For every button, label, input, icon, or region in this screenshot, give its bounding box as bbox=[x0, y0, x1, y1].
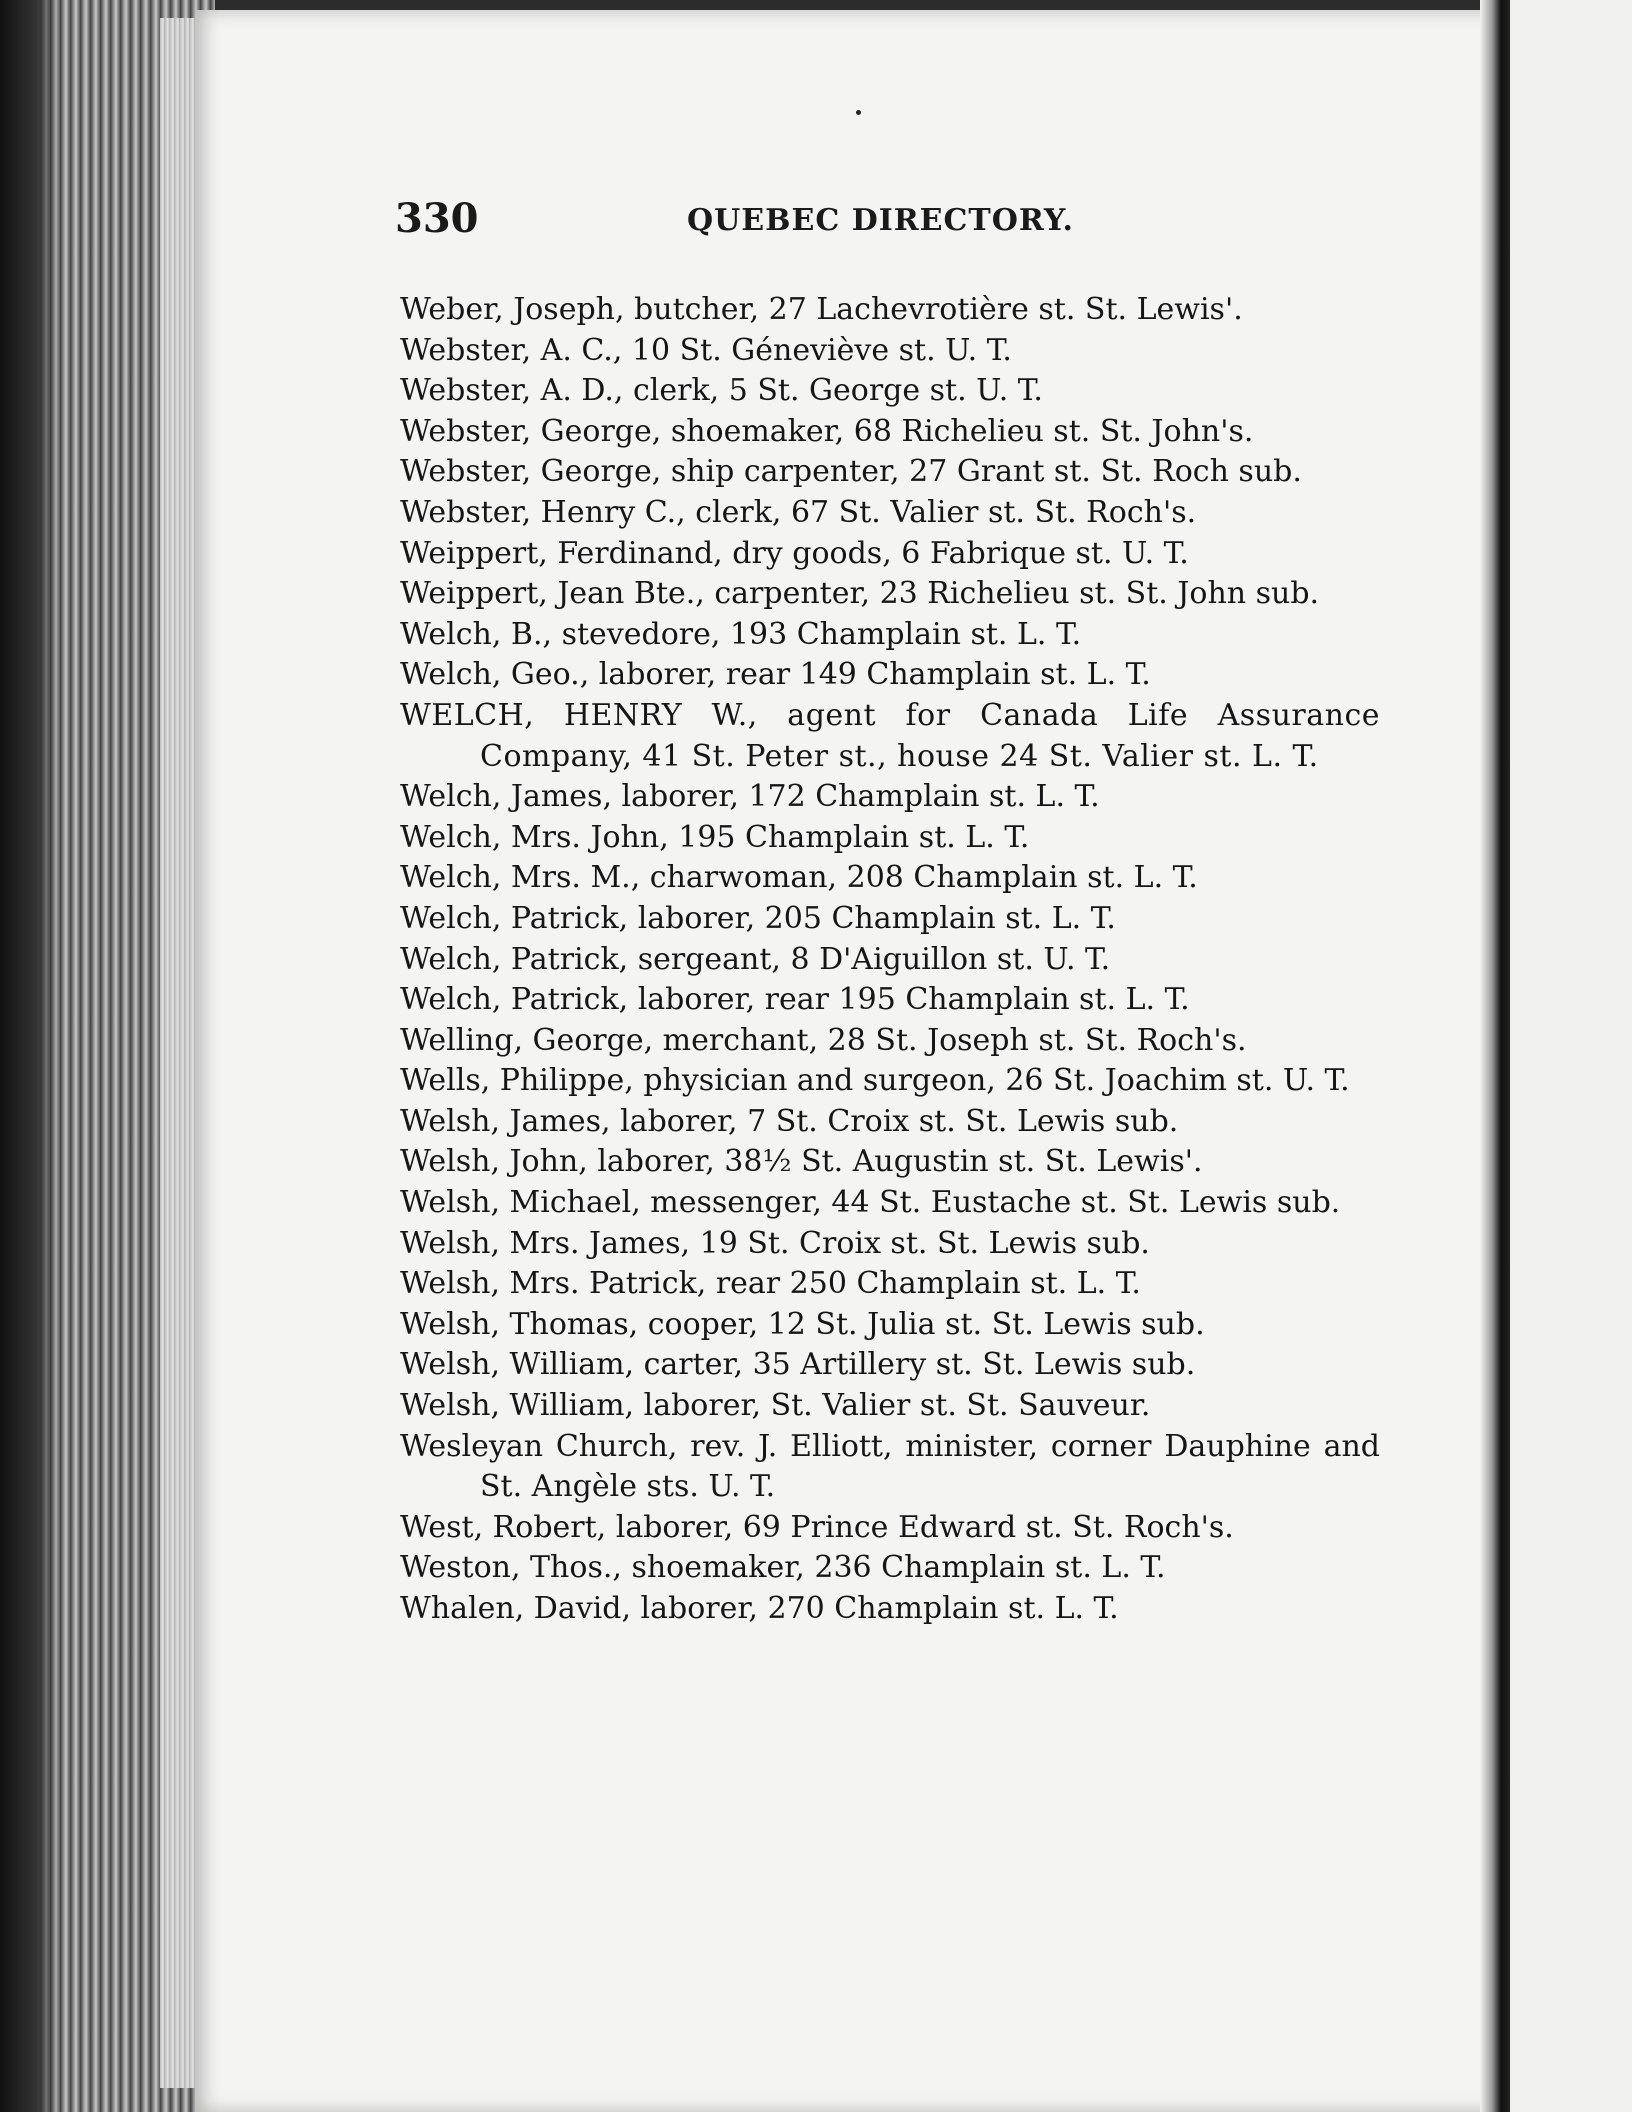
directory-entries bbox=[400, 290, 1380, 1630]
directory-entry: Welch, Mrs. M., charwoman, 208 Champlain st. L. T. bbox=[400, 860, 1198, 896]
directory-entry: Whalen, David, laborer, 270 Champlain st. L. T. bbox=[400, 1591, 1119, 1626]
directory-entry: Welsh, Mrs. Patrick, rear 250 Champlain st. L. T. bbox=[400, 1266, 1141, 1302]
directory-entry: Wells, Philippe, physician and surgeon, 26 St. Joachim st. U. T. bbox=[400, 1063, 1350, 1099]
directory-entry: Welsh, Michael, messenger, 44 St. Eustache st. St. Lewis sub. bbox=[400, 1185, 1341, 1221]
directory-entry: Welch, Patrick, sergeant, 8 D'Aiguillon st. U. T. bbox=[400, 941, 1111, 977]
directory-entry: Welsh, Thomas, cooper, 12 St. Julia st. St. Lewis sub. bbox=[400, 1306, 1205, 1342]
running-title: QUEBEC DIRECTORY. bbox=[687, 203, 1074, 238]
directory-entry: Welsh, John, laborer, 38½ St. Augustin st. St. Lewis'. bbox=[400, 1144, 1203, 1180]
directory-entry: Webster, George, shoemaker, 68 Richelieu st. St. John's. bbox=[400, 413, 1254, 449]
directory-entry: Welsh, James, laborer, 7 St. Croix st. St. Lewis sub. bbox=[400, 1103, 1179, 1139]
page-header bbox=[395, 195, 1395, 245]
page-number: 330 bbox=[395, 195, 479, 242]
directory-entry: Weippert, Ferdinand, dry goods, 6 Fabrique st. U. T. bbox=[400, 535, 1189, 571]
directory-entry: WELCH, HENRY W., agent for Canada Life Assurance Company, 41 St. Peter st., house 24 St. Valier st. L. T. bbox=[400, 697, 1380, 774]
directory-entry: Welch, Mrs. John, 195 Champlain st. L. T. bbox=[400, 819, 1030, 855]
directory-entry: Weippert, Jean Bte., carpenter, 23 Richelieu st. St. John sub. bbox=[400, 576, 1320, 612]
ink-speck bbox=[856, 110, 861, 115]
directory-entry: Welch, Geo., laborer, rear 149 Champlain st. L. T. bbox=[400, 657, 1151, 693]
book-spine-shadow bbox=[0, 0, 60, 2112]
directory-entry: West, Robert, laborer, 69 Prince Edward st. St. Roch's. bbox=[400, 1509, 1234, 1545]
directory-entry: Webster, A. C., 10 St. Génevièvе st. U. T. bbox=[400, 332, 1012, 368]
directory-entry: Webster, George, ship carpenter, 27 Grant st. St. Roch sub. bbox=[400, 454, 1302, 490]
directory-entry: Welch, Patrick, laborer, rear 195 Champlain st. L. T. bbox=[400, 982, 1190, 1018]
directory-entry: Welsh, Mrs. James, 19 St. Croix st. St. Lewis sub. bbox=[400, 1225, 1150, 1261]
directory-entry: Welch, B., stevedore, 193 Champlain st. L. T. bbox=[400, 616, 1082, 652]
book-gutter bbox=[1480, 0, 1510, 2112]
directory-entry: Welch, James, laborer, 172 Champlain st. L. T. bbox=[400, 779, 1100, 815]
directory-entry: Weston, Thos., shoemaker, 236 Champlain st. L. T. bbox=[400, 1550, 1166, 1586]
directory-entry: Wesleyan Church, rev. J. Elliott, minister, corner Dauphine and St. Angèle sts. U. T. bbox=[400, 1428, 1380, 1505]
directory-entry: Webster, A. D., clerk, 5 St. George st. U. T. bbox=[400, 373, 1043, 409]
facing-page-edge bbox=[1510, 0, 1632, 2112]
directory-entry: Welsh, William, laborer, St. Valier st. St. Sauveur. bbox=[400, 1388, 1151, 1424]
directory-entry: Welsh, William, carter, 35 Artillery st. St. Lewis sub. bbox=[400, 1347, 1196, 1383]
directory-entry: Welch, Patrick, laborer, 205 Champlain st. L. T. bbox=[400, 900, 1116, 936]
directory-entry: Weber, Joseph, butcher, 27 Lachevrotière st. St. Lewis'. bbox=[400, 292, 1243, 327]
directory-entry: Welling, George, merchant, 28 St. Joseph st. St. Roch's. bbox=[400, 1022, 1247, 1058]
directory-entry: Webster, Henry C., clerk, 67 St. Valier st. St. Roch's. bbox=[400, 494, 1197, 530]
